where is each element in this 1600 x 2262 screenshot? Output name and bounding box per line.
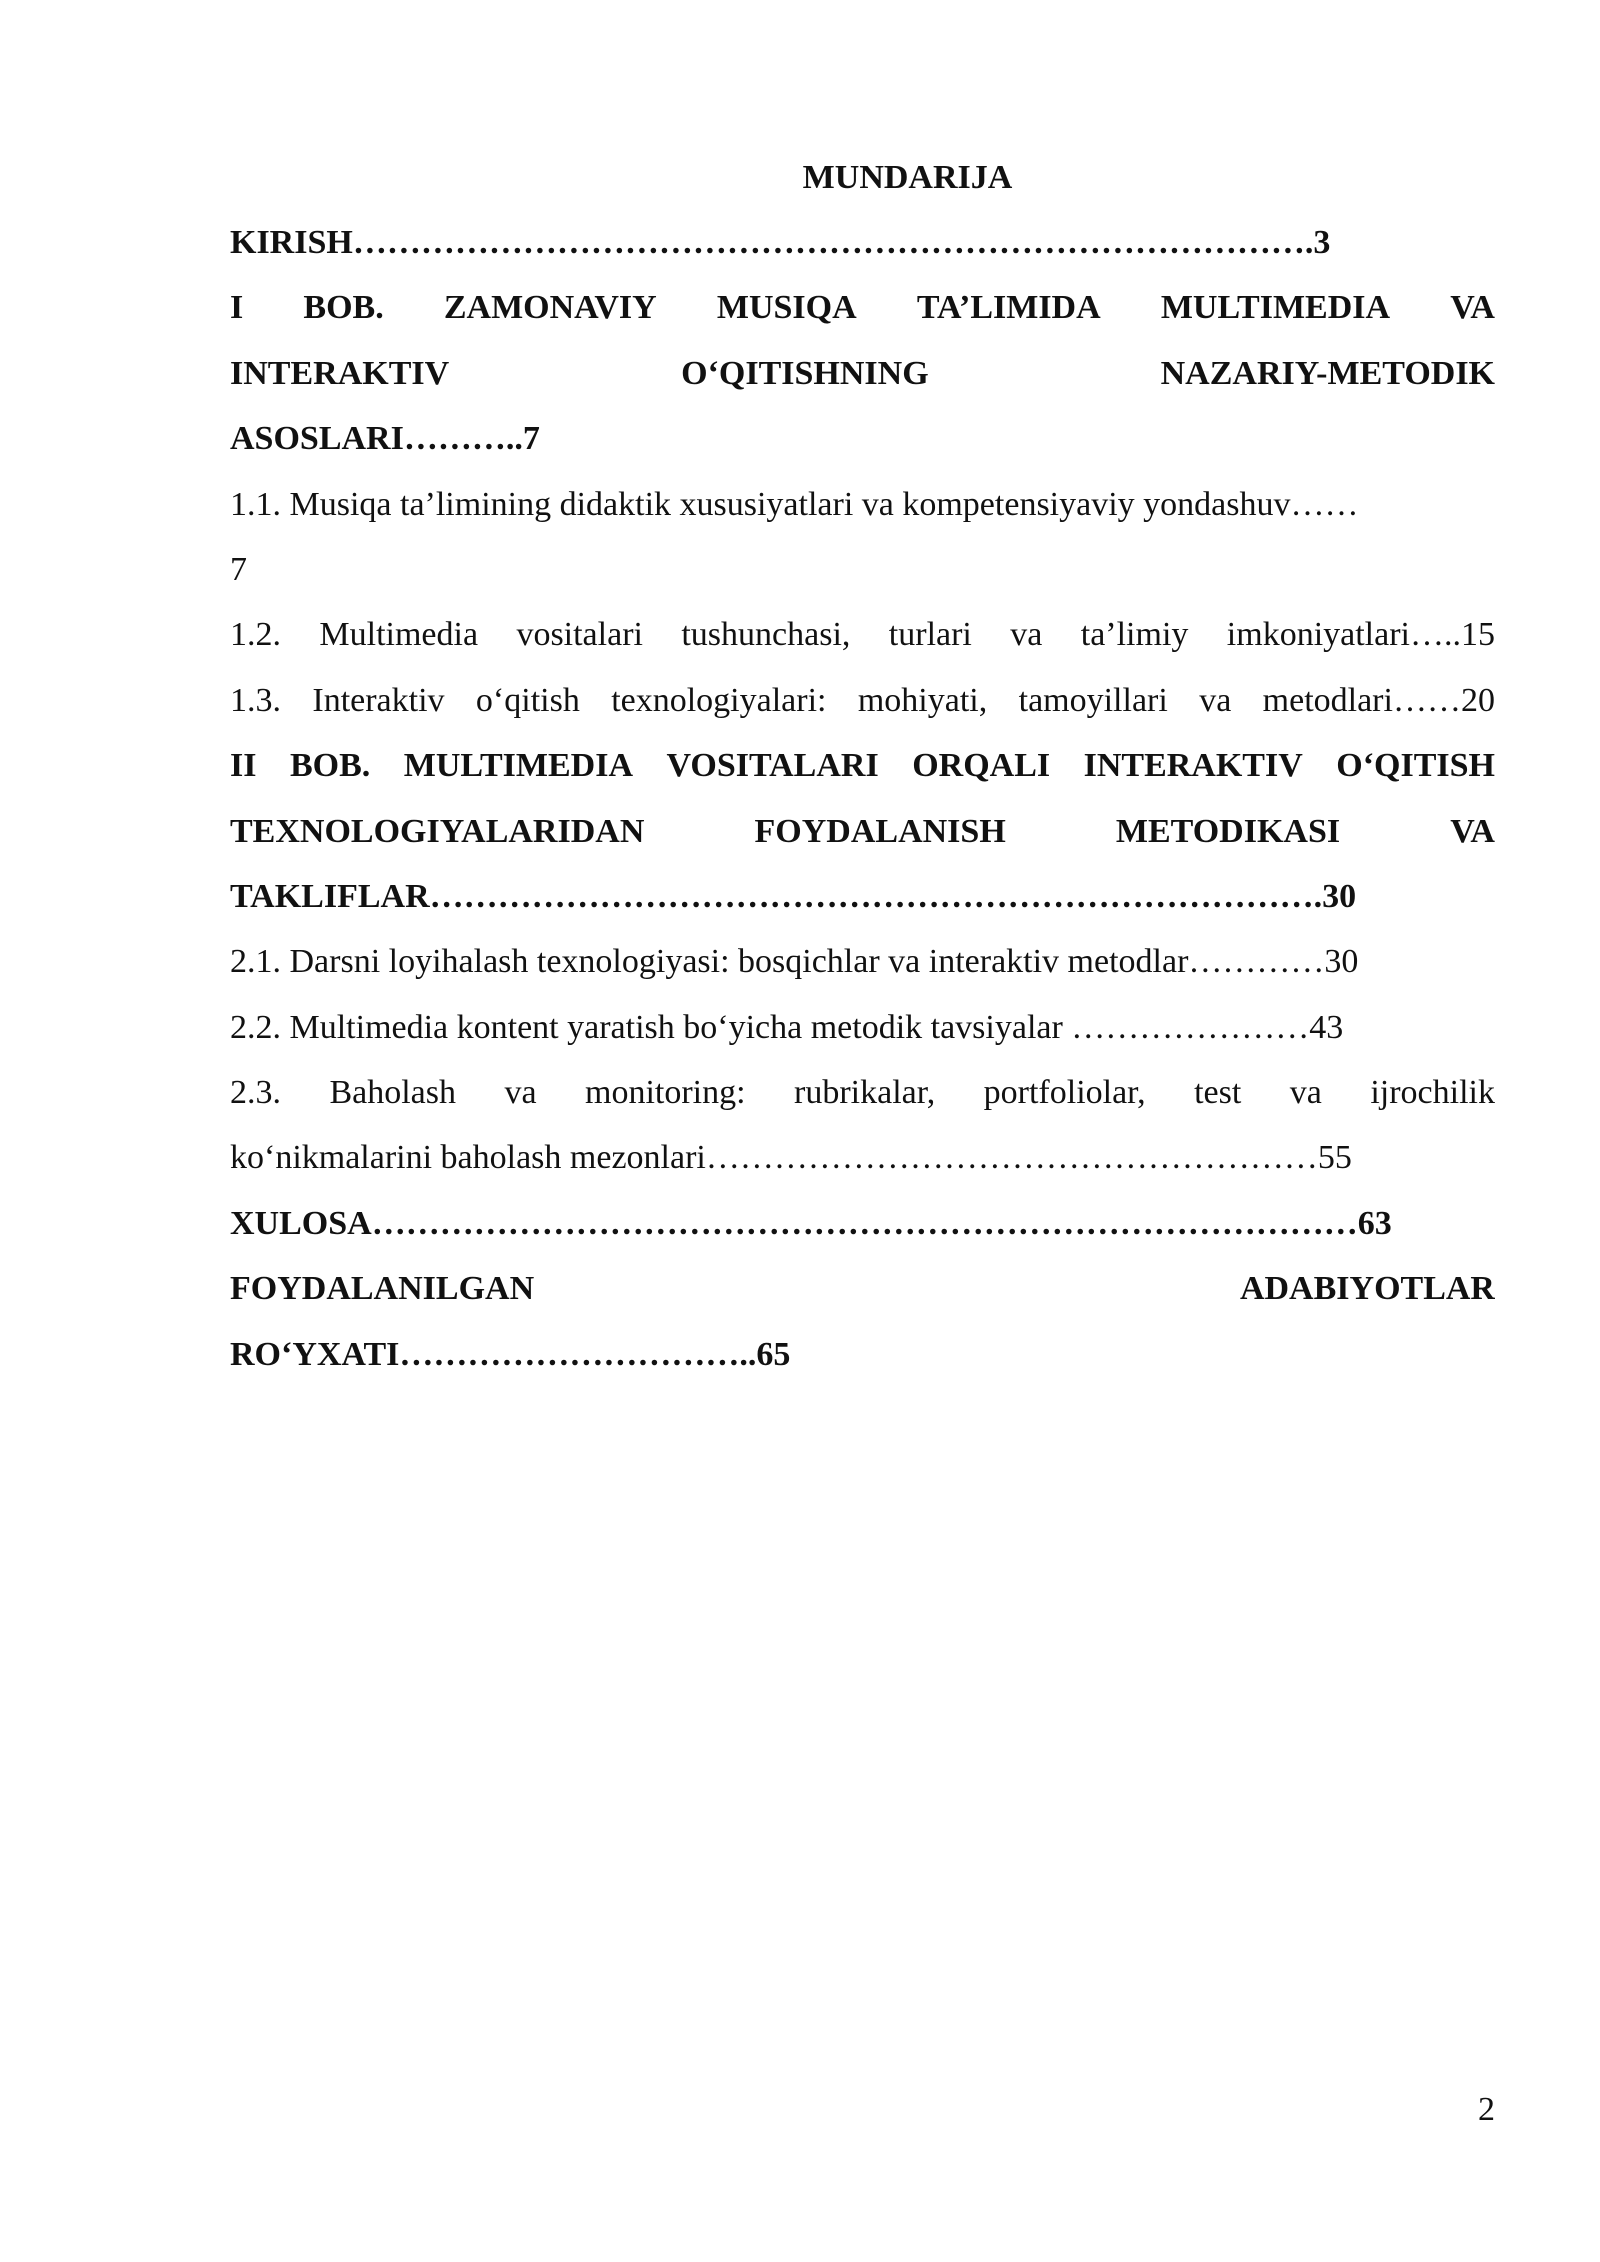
toc-text: test bbox=[1194, 1074, 1242, 1112]
toc-line-s1-3 bbox=[230, 668, 1495, 733]
toc-line-s1-2 bbox=[230, 602, 1495, 667]
toc-text: INTERAKTIV bbox=[230, 354, 450, 392]
toc-text: METODIKASI bbox=[1115, 812, 1341, 850]
toc-text: ASOSLARI………..7 bbox=[230, 420, 540, 458]
toc-text: VA bbox=[1450, 812, 1495, 850]
toc-text: rubrikalar, bbox=[794, 1074, 936, 1112]
toc-text: 1.1. Musiqa ta’limining didaktik xususiyatlari va kompetensiyaviy yondashuv…… bbox=[230, 485, 1359, 523]
toc-line-bob2-l1 bbox=[230, 733, 1495, 798]
toc-line-bob1-l2 bbox=[230, 341, 1495, 406]
toc-text: KIRISH………………………………………………………………………….3 bbox=[230, 224, 1331, 261]
toc-line-adab-l1 bbox=[230, 1256, 1495, 1321]
toc-text: ta’limiy bbox=[1080, 616, 1189, 654]
toc-text: TAKLIFLAR…………………………………………………………………….30 bbox=[230, 877, 1357, 915]
toc-text: TEXNOLOGIYALARIDAN bbox=[230, 812, 645, 850]
toc-text: vositalari bbox=[516, 616, 643, 654]
toc-text: TA’LIMIDA bbox=[916, 289, 1101, 327]
toc-text: 2.3. bbox=[230, 1074, 281, 1112]
toc-text: tamoyillari bbox=[1018, 681, 1168, 719]
toc-text: ZAMONAVIY bbox=[443, 289, 657, 327]
toc-text: I bbox=[230, 289, 244, 327]
toc-text: imkoniyatlari…..15 bbox=[1226, 616, 1495, 654]
table-of-contents bbox=[230, 210, 1495, 1387]
toc-text: 1.2. bbox=[230, 616, 281, 654]
toc-text: texnologiyalari: bbox=[611, 681, 827, 719]
toc-line-s1-1-l1 bbox=[230, 472, 1495, 537]
toc-text: 2.1. Darsni loyihalash texnologiyasi: bosqichlar va interaktiv metodlar…………30 bbox=[230, 943, 1359, 981]
toc-text: Interaktiv bbox=[312, 681, 445, 719]
toc-line-bob1-l3 bbox=[230, 406, 1495, 471]
toc-heading: MUNDARIJA bbox=[802, 159, 1013, 196]
toc-text: MUSIQA bbox=[716, 289, 857, 327]
toc-line-s2-2 bbox=[230, 995, 1495, 1060]
toc-text: ko‘nikmalarini baholash mezonlari………………………………………………55 bbox=[230, 1139, 1352, 1177]
toc-text: VOSITALARI bbox=[666, 747, 879, 785]
toc-text: MULTIMEDIA bbox=[403, 747, 633, 785]
toc-text: INTERAKTIV bbox=[1083, 747, 1303, 785]
toc-text: VA bbox=[1450, 289, 1495, 327]
toc-line-s1-1-l2 bbox=[230, 537, 1495, 602]
toc-text: metodlari……20 bbox=[1262, 681, 1495, 719]
toc-line-adab-l2 bbox=[230, 1322, 1495, 1387]
toc-text: Multimedia bbox=[319, 616, 479, 654]
toc-text: mohiyati, bbox=[857, 681, 988, 719]
toc-text: o‘qitish bbox=[475, 681, 580, 719]
toc-text: XULOSA……………………………………………………………………………63 bbox=[230, 1204, 1392, 1242]
page-number: 2 bbox=[1478, 2091, 1495, 2128]
toc-line-s2-3-l2 bbox=[230, 1125, 1495, 1190]
toc-text: turlari bbox=[888, 616, 972, 654]
toc-text: BOB. bbox=[289, 747, 371, 785]
toc-text: va bbox=[504, 1074, 537, 1112]
toc-text: II bbox=[230, 747, 257, 785]
toc-text: portfoliolar, bbox=[983, 1074, 1146, 1112]
toc-text: O‘QITISHNING bbox=[681, 354, 929, 392]
toc-text: O‘QITISH bbox=[1336, 747, 1495, 785]
toc-text: ADABIYOTLAR bbox=[1239, 1270, 1495, 1308]
toc-text: va bbox=[1199, 681, 1232, 719]
toc-text: 1.3. bbox=[230, 681, 281, 719]
document-page bbox=[230, 145, 1495, 1387]
toc-text: monitoring: bbox=[585, 1074, 746, 1112]
toc-line-bob1-l1 bbox=[230, 275, 1495, 340]
toc-line-kirish bbox=[230, 210, 1495, 275]
toc-line-s2-1 bbox=[230, 929, 1495, 994]
toc-text: 2.2. Multimedia kontent yaratish bo‘yicha metodik tavsiyalar …………………43 bbox=[230, 1008, 1344, 1046]
toc-text: FOYDALANISH bbox=[754, 812, 1006, 850]
toc-text: BOB. bbox=[303, 289, 384, 327]
toc-line-xulosa bbox=[230, 1191, 1495, 1256]
toc-text: Baholash bbox=[329, 1074, 456, 1112]
toc-text: ijrochilik bbox=[1370, 1074, 1495, 1112]
toc-text: FOYDALANILGAN bbox=[230, 1270, 535, 1308]
toc-text: tushunchasi, bbox=[681, 616, 851, 654]
toc-text: va bbox=[1289, 1074, 1322, 1112]
toc-text: va bbox=[1010, 616, 1043, 654]
toc-line-bob2-l2 bbox=[230, 799, 1495, 864]
toc-text: NAZARIY-METODIK bbox=[1160, 354, 1495, 392]
toc-text: ORQALI bbox=[912, 747, 1051, 785]
toc-text: 7 bbox=[230, 550, 247, 588]
toc-line-s2-3-l1 bbox=[230, 1060, 1495, 1125]
toc-line-bob2-l3 bbox=[230, 864, 1495, 929]
toc-text: MULTIMEDIA bbox=[1160, 289, 1391, 327]
toc-text: RO‘YXATI…………………………..65 bbox=[230, 1335, 791, 1373]
